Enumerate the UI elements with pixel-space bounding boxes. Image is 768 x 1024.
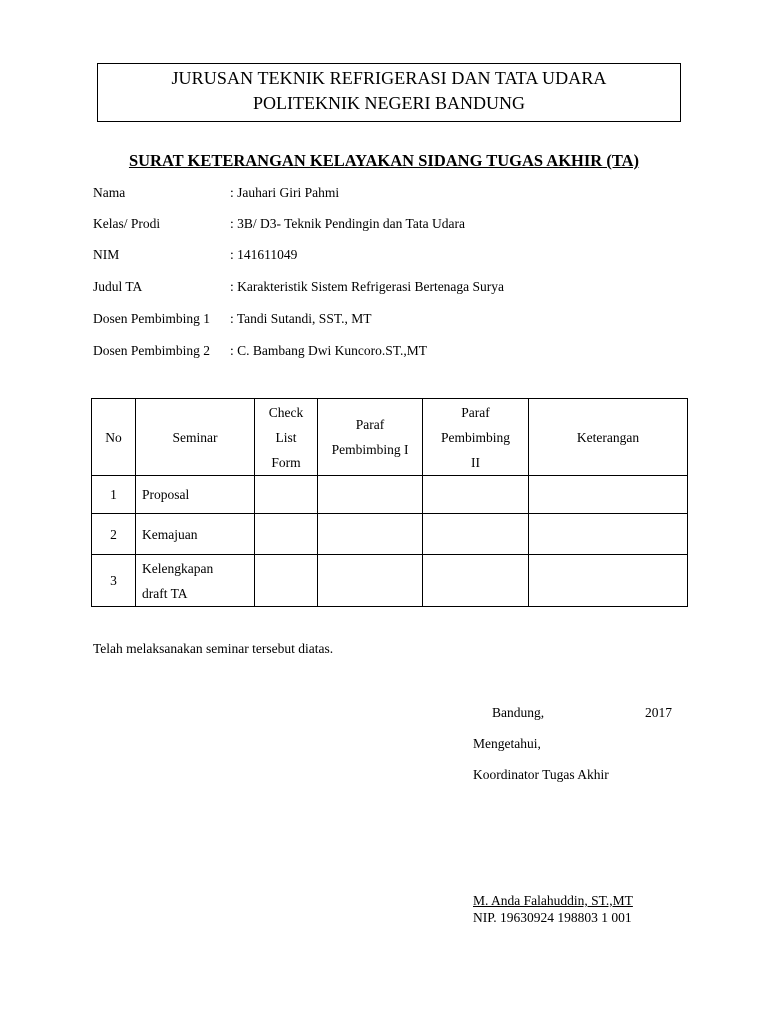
cell-paraf-1[interactable] (318, 514, 423, 555)
cell-paraf-1[interactable] (318, 555, 423, 607)
field-value-judul: : Karakteristik Sistem Refrigerasi Bertenaga Surya (230, 279, 505, 294)
field-label-dosen2: Dosen Pembimbing 2 (93, 343, 210, 358)
signature-known: Mengetahui, (473, 736, 541, 751)
header-checklist: Check List Form (255, 399, 318, 476)
field-label-nim: NIM (93, 247, 120, 262)
cell-paraf-2[interactable] (423, 514, 529, 555)
seminar-table (91, 398, 688, 607)
cell-paraf-2[interactable] (423, 555, 529, 607)
signatory-name: M. Anda Falahuddin, ST.,MT (473, 893, 633, 908)
field-value-dosen1: : Tandi Sutandi, SST., MT (230, 311, 372, 326)
row-no: 3 (92, 555, 136, 607)
row-seminar: Proposal (136, 476, 255, 514)
field-label-dosen1: Dosen Pembimbing 1 (93, 311, 210, 326)
cell-paraf-2[interactable] (423, 476, 529, 514)
cell-paraf-1[interactable] (318, 476, 423, 514)
header-keterangan: Keterangan (529, 399, 688, 476)
header-paraf-1: Paraf Pembimbing I (318, 399, 423, 476)
table-row (92, 514, 688, 555)
document-title: SURAT KETERANGAN KELAYAKAN SIDANG TUGAS AKHIR (TA) (128, 151, 640, 170)
signature-place: Bandung, (492, 705, 545, 720)
signatory-nip: NIP. 19630924 198803 1 001 (473, 910, 632, 925)
table-header-row (92, 399, 688, 476)
cell-checklist[interactable] (255, 514, 318, 555)
cell-checklist[interactable] (255, 555, 318, 607)
row-seminar: Kemajuan (136, 514, 255, 555)
header-paraf-2: Paraf Pembimbing II (423, 399, 529, 476)
field-value-dosen2: : C. Bambang Dwi Kuncoro.ST.,MT (230, 343, 427, 358)
cell-keterangan[interactable] (529, 555, 688, 607)
cell-checklist[interactable] (255, 476, 318, 514)
header-box (97, 63, 681, 122)
statement-text: Telah melaksanakan seminar tersebut diatas. (93, 641, 334, 656)
table-row (92, 476, 688, 514)
row-seminar: Kelengkapan draft TA (136, 555, 255, 607)
table-row (92, 555, 688, 607)
field-label-nama: Nama (93, 185, 126, 200)
signature-year: 2017 (645, 705, 672, 720)
field-label-kelas: Kelas/ Prodi (93, 216, 161, 231)
institution-name: POLITEKNIK NEGERI BANDUNG (253, 93, 525, 113)
field-value-nama: : Jauhari Giri Pahmi (230, 185, 340, 200)
row-no: 1 (92, 476, 136, 514)
field-value-nim: : 141611049 (230, 247, 298, 262)
cell-keterangan[interactable] (529, 476, 688, 514)
header-no: No (92, 399, 136, 476)
header-seminar: Seminar (136, 399, 255, 476)
row-no: 2 (92, 514, 136, 555)
field-value-kelas: : 3B/ D3- Teknik Pendingin dan Tata Udara (230, 216, 465, 231)
department-name: JURUSAN TEKNIK REFRIGERASI DAN TATA UDARA (171, 68, 607, 88)
cell-keterangan[interactable] (529, 514, 688, 555)
signature-role: Koordinator Tugas Akhir (473, 767, 609, 782)
field-label-judul: Judul TA (93, 279, 143, 294)
